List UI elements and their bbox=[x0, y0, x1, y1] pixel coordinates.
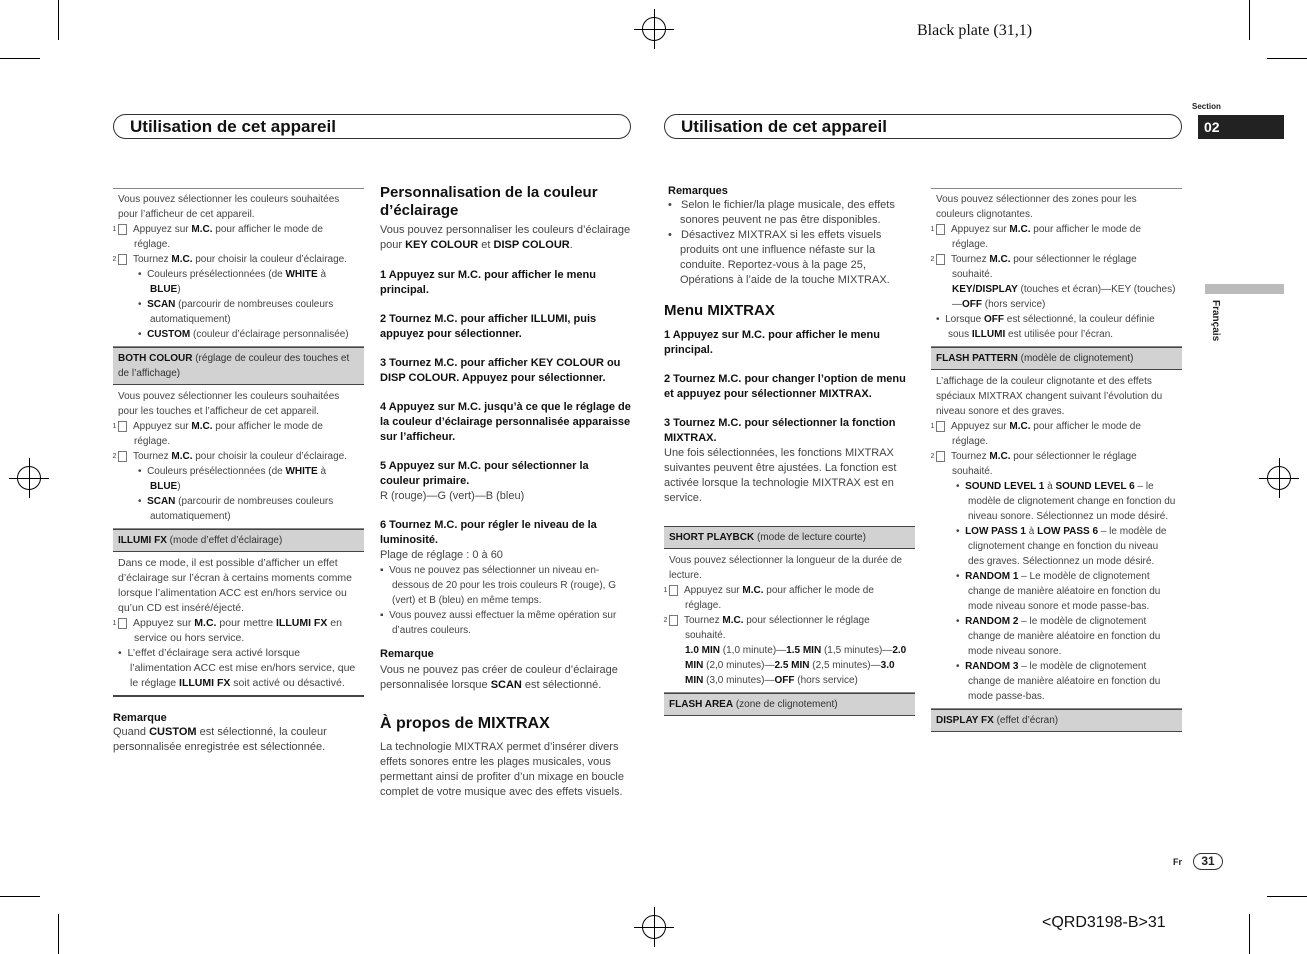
flash-area-box bbox=[931, 188, 1182, 347]
bullet: • L’effet d’éclairage sera activé lorsque l’alimentation ACC est mise en/hors service, que le réglage ILLUMI FX soit activé ou désactivé. bbox=[118, 647, 356, 689]
paragraph: R (rouge)—G (vert)—B (bleu) bbox=[380, 490, 525, 502]
language-label: Français bbox=[1210, 300, 1221, 342]
bullet: • Selon le fichier/la plage musicale, des effets sonores peuvent ne pas être disponibles. bbox=[668, 199, 895, 226]
language-tab bbox=[1205, 284, 1284, 294]
values: 1.0 MIN (1,0 minute)—1.5 MIN (1,5 minutes)—2.0 MIN (2,0 minutes)—2.5 MIN (2,5 minutes)—3.0 MIN (3,0 minutes)—OFF (hors service) bbox=[685, 645, 907, 686]
step: 2 Tournez M.C. pour sélectionner le réglage souhaité. bbox=[663, 615, 870, 641]
column-2 bbox=[380, 184, 631, 800]
step: 3 Tournez M.C. pour afficher KEY COLOUR ou DISP COLOUR. Appuyez pour sélectionner. bbox=[380, 357, 621, 384]
paragraph: L’affichage de la couleur clignotante et des effets spéciaux MIXTRAX changent suivant l’évolution du niveau sonore et des graves. bbox=[936, 376, 1163, 417]
step: 1 Appuyez sur M.C. pour afficher le menu principal. bbox=[380, 269, 596, 296]
step: 6 Tournez M.C. pour régler le niveau de la luminosité. bbox=[380, 519, 597, 546]
paragraph: Une fois sélectionnées, les fonctions MIXTRAX suivantes peuvent être ajustées. La fonction est activée lorsque la technologie MIXTRAX est en service. bbox=[664, 447, 897, 504]
step: 2 Tournez M.C. pour sélectionner le réglage souhaité. bbox=[930, 254, 1137, 280]
paragraph: Vous pouvez sélectionner les couleurs souhaitées pour l’afficheur de cet appareil. bbox=[118, 194, 340, 220]
step: 1 Appuyez sur M.C. pour afficher le menu principal. bbox=[664, 329, 880, 356]
bullet: • SOUND LEVEL 1 à SOUND LEVEL 6 – le modèle de clignotement change en fonction du niveau sonore. Sélectionnez un mode désiré. bbox=[956, 481, 1176, 522]
note: ▪ Vous ne pouvez pas sélectionner un niveau en-dessous de 20 pour les trois couleurs R (rouge), G (vert) et B (bleu) en même temps. bbox=[380, 565, 616, 606]
section-label: Section bbox=[1192, 102, 1221, 111]
crop-mark bbox=[1267, 58, 1307, 59]
mixtrax-title: À propos de MIXTRAX bbox=[380, 715, 550, 732]
registration-mark bbox=[17, 466, 41, 490]
paragraph: La technologie MIXTRAX permet d’insérer divers effets sonores entre les plages musicales, vous permettant ainsi de profiter d’un mixage en boucle complet de votre musique avec des effets visuels. bbox=[380, 741, 624, 798]
short-playbck-box bbox=[664, 549, 915, 693]
remarque-text: Vous ne pouvez pas créer de couleur d’éclairage personnalisée lorsque SCAN est sélectionné. bbox=[380, 664, 618, 691]
illumi-fx-bar: ILLUMI FX (mode d’effet d’éclairage) bbox=[113, 529, 364, 552]
note: ▪ Vous pouvez aussi effectuer la même opération sur d’autres couleurs. bbox=[380, 610, 617, 636]
bullet: • Lorsque OFF est sélectionné, la couleur définie sous ILLUMI est utilisée pour l’écran. bbox=[936, 314, 1155, 340]
flash-area-bar: FLASH AREA (zone de clignotement) bbox=[664, 693, 915, 716]
bullet: • Couleurs présélectionnées (de WHITE à BLUE) bbox=[138, 269, 327, 295]
short-playbck-bar: SHORT PLAYBCK (mode de lecture courte) bbox=[664, 526, 915, 549]
step: 1 Appuyez sur M.C. pour afficher le mode de réglage. bbox=[663, 585, 874, 611]
crop-mark bbox=[58, 0, 59, 40]
step: 1 Appuyez sur M.C. pour afficher le mode de réglage. bbox=[930, 224, 1141, 250]
flash-pattern-bar: FLASH PATTERN (modèle de clignotement) bbox=[931, 347, 1182, 370]
bullet: • Désactivez MIXTRAX si les effets visuels produits ont une influence néfaste sur la conduite. Reportez-vous à la page 25, Opérations à l’aide de la touche MIXTRAX. bbox=[668, 229, 890, 286]
step: 4 Appuyez sur M.C. jusqu’à ce que le réglage de la couleur d’éclairage personnalisée apparaisse sur l’afficheur. bbox=[380, 401, 631, 443]
section-header-left: Utilisation de cet appareil bbox=[113, 114, 631, 139]
step: 2 Tournez M.C. pour choisir la couleur d’éclairage. bbox=[112, 254, 347, 265]
paragraph: Plage de réglage : 0 à 60 bbox=[380, 549, 503, 561]
bullet: • LOW PASS 1 à LOW PASS 6 – le modèle de clignotement change en fonction du niveau des graves. Sélectionnez un mode désiré. bbox=[956, 526, 1167, 567]
step: 1 Appuyez sur M.C. pour afficher le mode de réglage. bbox=[112, 224, 323, 250]
bullet: • CUSTOM (couleur d’éclairage personnalisée) bbox=[138, 329, 349, 340]
step: 2 Tournez M.C. pour choisir la couleur d’éclairage. bbox=[112, 451, 347, 462]
both-colour-bar: BOTH COLOUR (réglage de couleur des touches et de l’affichage) bbox=[113, 347, 364, 385]
step: 3 Tournez M.C. pour sélectionner la fonction MIXTRAX. bbox=[664, 417, 896, 444]
column-1 bbox=[113, 188, 364, 755]
registration-mark bbox=[1267, 466, 1291, 490]
crop-mark bbox=[0, 896, 40, 897]
step: 1 Appuyez sur M.C. pour mettre ILLUMI FX en service ou hors service. bbox=[112, 617, 342, 644]
bullet: • RANDOM 2 – le modèle de clignotement change de manière aléatoire en fonction du mode niveau sonore. bbox=[956, 616, 1161, 657]
registration-mark bbox=[642, 915, 666, 939]
remarque-text: Quand CUSTOM est sélectionné, la couleur personnalisée enregistrée est sélectionnée. bbox=[113, 726, 327, 753]
remarque-title: Remarque bbox=[113, 712, 167, 724]
section-number: 02 bbox=[1198, 115, 1284, 139]
intro-box bbox=[113, 188, 364, 347]
remarques-title: Remarques bbox=[668, 185, 728, 197]
bullet: • RANDOM 1 – Le modèle de clignotement change de manière aléatoire en fonction du mode niveau sonore et mode passe-bas. bbox=[956, 571, 1161, 612]
step: 5 Appuyez sur M.C. pour sélectionner la couleur primaire. bbox=[380, 460, 589, 487]
step: 1 Appuyez sur M.C. pour afficher le mode de réglage. bbox=[112, 421, 323, 447]
step: 2 Tournez M.C. pour sélectionner le réglage souhaité. bbox=[930, 451, 1137, 477]
bullet: • RANDOM 3 – le modèle de clignotement change de manière aléatoire en fonction du mode passe-bas. bbox=[956, 661, 1161, 702]
plate-label: Black plate (31,1) bbox=[917, 22, 1033, 39]
paragraph: Dans ce mode, il est possible d’afficher un effet d’éclairage sur l’écran à certains moments comme lorsque l’alimentation ACC est en/hors service ou qu’un CD est inséré/éjecté. bbox=[118, 557, 353, 614]
paragraph: Vous pouvez sélectionner la longueur de la durée de lecture. bbox=[669, 555, 902, 581]
paragraph: Vous pouvez sélectionner des zones pour les couleurs clignotantes. bbox=[936, 194, 1137, 220]
section-header-right: Utilisation de cet appareil bbox=[664, 114, 1182, 139]
bullet: • SCAN (parcourir de nombreuses couleurs automatiquement) bbox=[138, 496, 334, 522]
registration-mark bbox=[642, 17, 666, 41]
menu-mixtrax-title: Menu MIXTRAX bbox=[664, 302, 775, 319]
column-3 bbox=[664, 184, 915, 716]
crop-mark bbox=[1249, 914, 1250, 954]
values: KEY/DISPLAY (touches et écran)—KEY (touches)—OFF (hors service) bbox=[952, 284, 1176, 310]
page-number: 31 bbox=[1193, 853, 1223, 870]
crop-mark bbox=[0, 58, 40, 59]
footer-code: <QRD3198-B>31 bbox=[1042, 914, 1166, 931]
flash-pattern-box bbox=[931, 370, 1182, 709]
crop-mark bbox=[58, 914, 59, 954]
step: 2 Tournez M.C. pour changer l’option de menu et appuyez pour sélectionner MIXTRAX. bbox=[664, 373, 906, 400]
page-lang: Fr bbox=[1173, 857, 1182, 867]
step: 1 Appuyez sur M.C. pour afficher le mode de réglage. bbox=[930, 421, 1141, 447]
bullet: • Couleurs présélectionnées (de WHITE à BLUE) bbox=[138, 466, 327, 492]
paragraph: Vous pouvez personnaliser les couleurs d’éclairage pour KEY COLOUR et DISP COLOUR. bbox=[380, 224, 631, 251]
crop-mark bbox=[1249, 0, 1250, 40]
both-colour-box bbox=[113, 385, 364, 529]
remarque-title: Remarque bbox=[380, 648, 434, 660]
paragraph: Vous pouvez sélectionner les couleurs souhaitées pour les touches et l’afficheur de cet appareil. bbox=[118, 391, 340, 417]
step: 2 Tournez M.C. pour afficher ILLUMI, puis appuyez pour sélectionner. bbox=[380, 313, 597, 340]
section-title: Personnalisation de la couleur d’éclairage bbox=[380, 184, 598, 219]
bullet: • SCAN (parcourir de nombreuses couleurs automatiquement) bbox=[138, 299, 334, 325]
illumi-fx-box bbox=[113, 552, 364, 697]
display-fx-bar: DISPLAY FX (effet d’écran) bbox=[931, 709, 1182, 732]
column-4 bbox=[931, 188, 1182, 732]
crop-mark bbox=[1267, 896, 1307, 897]
